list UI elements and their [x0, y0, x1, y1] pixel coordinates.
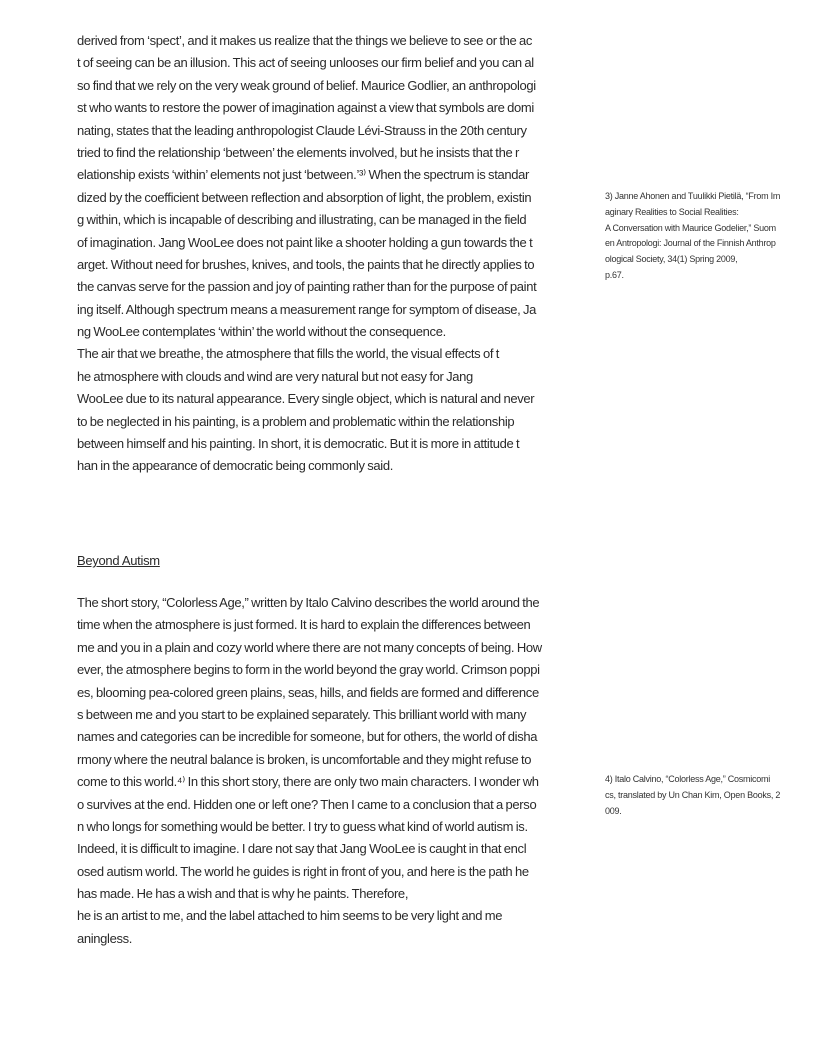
body-text-line: rmony where the neutral balance is broken, is uncomfortable and they might refuse to	[77, 751, 532, 767]
body-text-line: arget. Without need for brushes, knives, and tools, the paints that he directly applies to	[77, 256, 535, 272]
body-text-line: st who wants to restore the power of imagination against a view that symbols are domi	[77, 100, 534, 116]
body-text-line: nating, states that the leading anthropologist Claude Lévi-Strauss in the 20th century	[77, 122, 527, 138]
body-text-line: so find that we rely on the very weak ground of belief. Maurice Godlier, an anthropologi	[77, 77, 536, 93]
footnote-line: p.67.	[605, 269, 624, 280]
body-text-line: g within, which is incapable of describing and illustrating, can be managed in the field	[77, 212, 527, 228]
body-text-line: o survives at the end. Hidden one or left one? Then I came to a conclusion that a perso	[77, 796, 537, 812]
body-text-line: between himself and his painting. In short, it is democratic. But it is more in attitude t	[77, 436, 520, 452]
body-text-line: he atmosphere with clouds and wind are very natural but not easy for Jang	[77, 368, 473, 384]
body-text-line: to be neglected in his painting, is a problem and problematic within the relationship	[77, 413, 515, 429]
body-text-line: The air that we breathe, the atmosphere that fills the world, the visual effects of t	[77, 346, 500, 362]
body-text-line: dized by the coefficient between reflection and absorption of light, the problem, existin	[77, 189, 532, 205]
body-text-line: n who longs for something would be better. I try to guess what kind of world autism is.	[77, 818, 528, 834]
body-text-line: The short story, “Colorless Age,” written by Italo Calvino describes the world around the	[77, 595, 540, 610]
footnote-3	[605, 189, 800, 284]
body-text-line: time when the atmosphere is just formed. It is hard to explain the differences between	[77, 617, 531, 633]
body-text-line: tried to find the relationship ‘between’ the elements involved, but he insists that the r	[77, 144, 519, 160]
body-text-line: derived from ‘spect’, and it makes us realize that the things we believe to see or the ac	[77, 33, 533, 48]
body-text-line: osed autism world. The world he guides is right in front of you, and here is the path he	[77, 863, 529, 879]
footnote-line: en Antropologi: Journal of the Finnish Anthrop	[605, 238, 776, 249]
body-text-section-1	[77, 30, 569, 478]
footnote-line: A Conversation with Maurice Godelier,” Suom	[605, 222, 776, 233]
body-text-line: come to this world.⁴⁾ In this short story, there are only two main characters. I wonder wh	[77, 774, 539, 790]
body-text-line: he is an artist to me, and the label attached to him seems to be very light and me	[77, 908, 503, 924]
body-text-line: ever, the atmosphere begins to form in the world beyond the gray world. Crimson poppi	[77, 662, 540, 678]
body-text-line: the canvas serve for the passion and joy of painting rather than for the purpose of paint	[77, 279, 537, 295]
section-heading: Beyond Autism	[77, 553, 160, 568]
body-text-line: aningless.	[77, 930, 133, 946]
body-text-line: elationship exists ‘within’ elements not just ‘between.’³⁾ When the spectrum is standar	[77, 167, 529, 183]
body-text-line: names and categories can be incredible for someone, but for others, the world of disha	[77, 729, 538, 745]
body-text-line: Indeed, it is difficult to imagine. I dare not say that Jang WooLee is caught in that encl	[77, 841, 527, 857]
body-text-line: of imagination. Jang WooLee does not paint like a shooter holding a gun towards the t	[77, 234, 533, 250]
body-text-line: me and you in a plain and cozy world where there are not many concepts of being. How	[77, 639, 542, 655]
body-text-line: has made. He has a wish and that is why he paints. Therefore,	[77, 886, 409, 902]
footnote-line: aginary Realities to Social Realities:	[605, 206, 739, 217]
footnote-line: 009.	[605, 805, 622, 816]
footnote-line: cs, translated by Un Chan Kim, Open Books, 2	[605, 789, 781, 800]
body-text-line: t of seeing can be an illusion. This act of seeing unlooses our firm belief and you can al	[77, 55, 534, 71]
body-text-section-2	[77, 592, 569, 950]
footnote-4	[605, 772, 800, 819]
body-text-line: WooLee due to its natural appearance. Every single object, which is natural and never	[77, 391, 535, 407]
body-text-line: ng WooLee contemplates ‘within’ the world without the consequence.	[77, 324, 446, 340]
footnote-line: ological Society, 34(1) Spring 2009,	[605, 254, 738, 265]
body-text-line: s between me and you start to be explained separately. This brilliant world with many	[77, 706, 527, 722]
footnote-line: 3) Janne Ahonen and Tuulikki Pietilä, “From Im	[605, 191, 781, 201]
body-text-line: ing itself. Although spectrum means a measurement range for symptom of disease, Ja	[77, 301, 537, 317]
body-text-line: es, blooming pea-colored green plains, seas, hills, and fields are formed and difference	[77, 684, 539, 700]
footnote-line: 4) Italo Calvino, “Colorless Age,” Cosmicomi	[605, 774, 771, 784]
body-text-line: han in the appearance of democratic being commonly said.	[77, 458, 393, 474]
